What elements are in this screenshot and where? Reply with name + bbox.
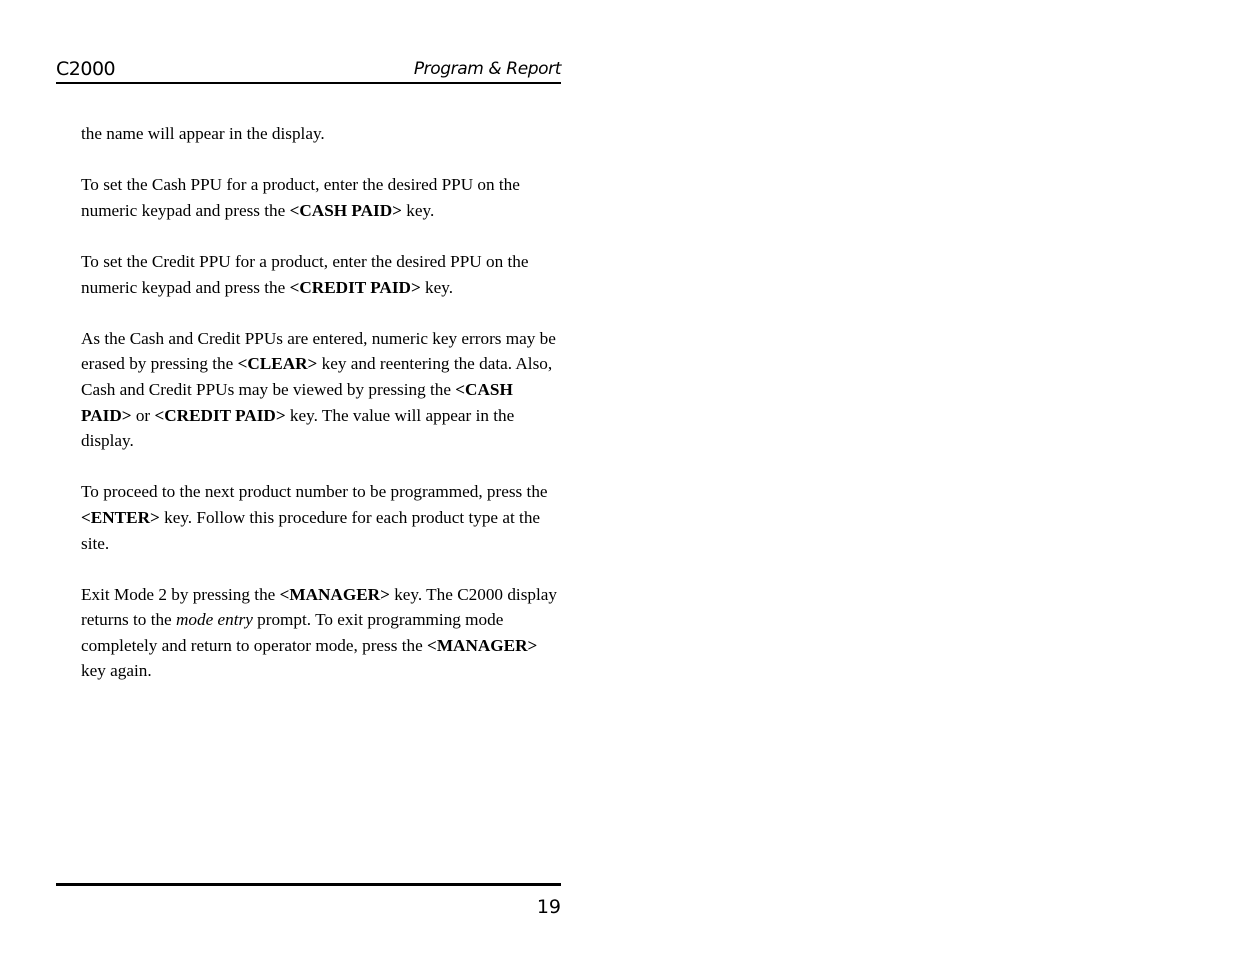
paragraph-next-product	[81, 479, 565, 556]
key-name-cash-paid: <CASH PAID>	[289, 200, 402, 220]
key-name-cash-paid: <CASH PAID>	[81, 379, 513, 425]
paragraph-text: To proceed to the next product number to be programmed, press the	[81, 482, 548, 502]
paragraph-text: key.	[401, 200, 435, 220]
paragraph-text: key.	[420, 277, 454, 297]
page-body	[81, 121, 565, 710]
header-section-title: Program & Report	[413, 59, 561, 79]
paragraph-text: To set the Credit PPU for a product, enter the desired PPU on the numeric keypad and press the	[81, 251, 529, 297]
paragraph-text: key. Follow this procedure for each product type at the site.	[81, 507, 541, 553]
paragraph-text: key. The value will appear in the display.	[81, 405, 515, 451]
paragraph-exit-mode	[81, 582, 565, 684]
paragraph-text: the name will appear in the display.	[81, 124, 325, 143]
paragraph-text: prompt. To exit programming mode completely and return to operator mode, press the	[81, 610, 504, 655]
paragraph-text: key. The C2000 display returns to the	[81, 584, 557, 630]
paragraph-text: Exit Mode 2 by pressing the	[81, 584, 280, 604]
key-name-manager: <MANAGER>	[279, 584, 390, 604]
prompt-name-mode-entry: mode entry	[176, 610, 253, 630]
paragraph-text: key and reentering the data. Also, Cash and Credit PPUs may be viewed by pressing the	[81, 354, 553, 399]
page-number: 19	[536, 896, 561, 918]
key-name-credit-paid: <CREDIT PAID>	[289, 277, 421, 297]
key-name-enter: <ENTER>	[81, 507, 160, 527]
paragraph-key-errors	[81, 326, 565, 454]
paragraph-credit-ppu	[81, 249, 565, 300]
header-product-name: C2000	[56, 58, 116, 80]
paragraph-text: To set the Cash PPU for a product, enter the desired PPU on the numeric keypad and press the	[81, 175, 520, 220]
paragraph-text: key again.	[81, 661, 152, 681]
key-name-manager: <MANAGER>	[427, 635, 538, 655]
paragraph-cash-ppu	[81, 172, 565, 223]
key-name-credit-paid: <CREDIT PAID>	[154, 405, 286, 425]
footer-divider	[56, 883, 561, 886]
paragraph-display-name	[81, 121, 565, 147]
paragraph-text: or	[131, 405, 155, 425]
page-header	[56, 56, 561, 84]
key-name-clear: <CLEAR>	[237, 354, 318, 374]
paragraph-text: As the Cash and Credit PPUs are entered, numeric key errors may be erased by pressing the	[81, 328, 556, 374]
